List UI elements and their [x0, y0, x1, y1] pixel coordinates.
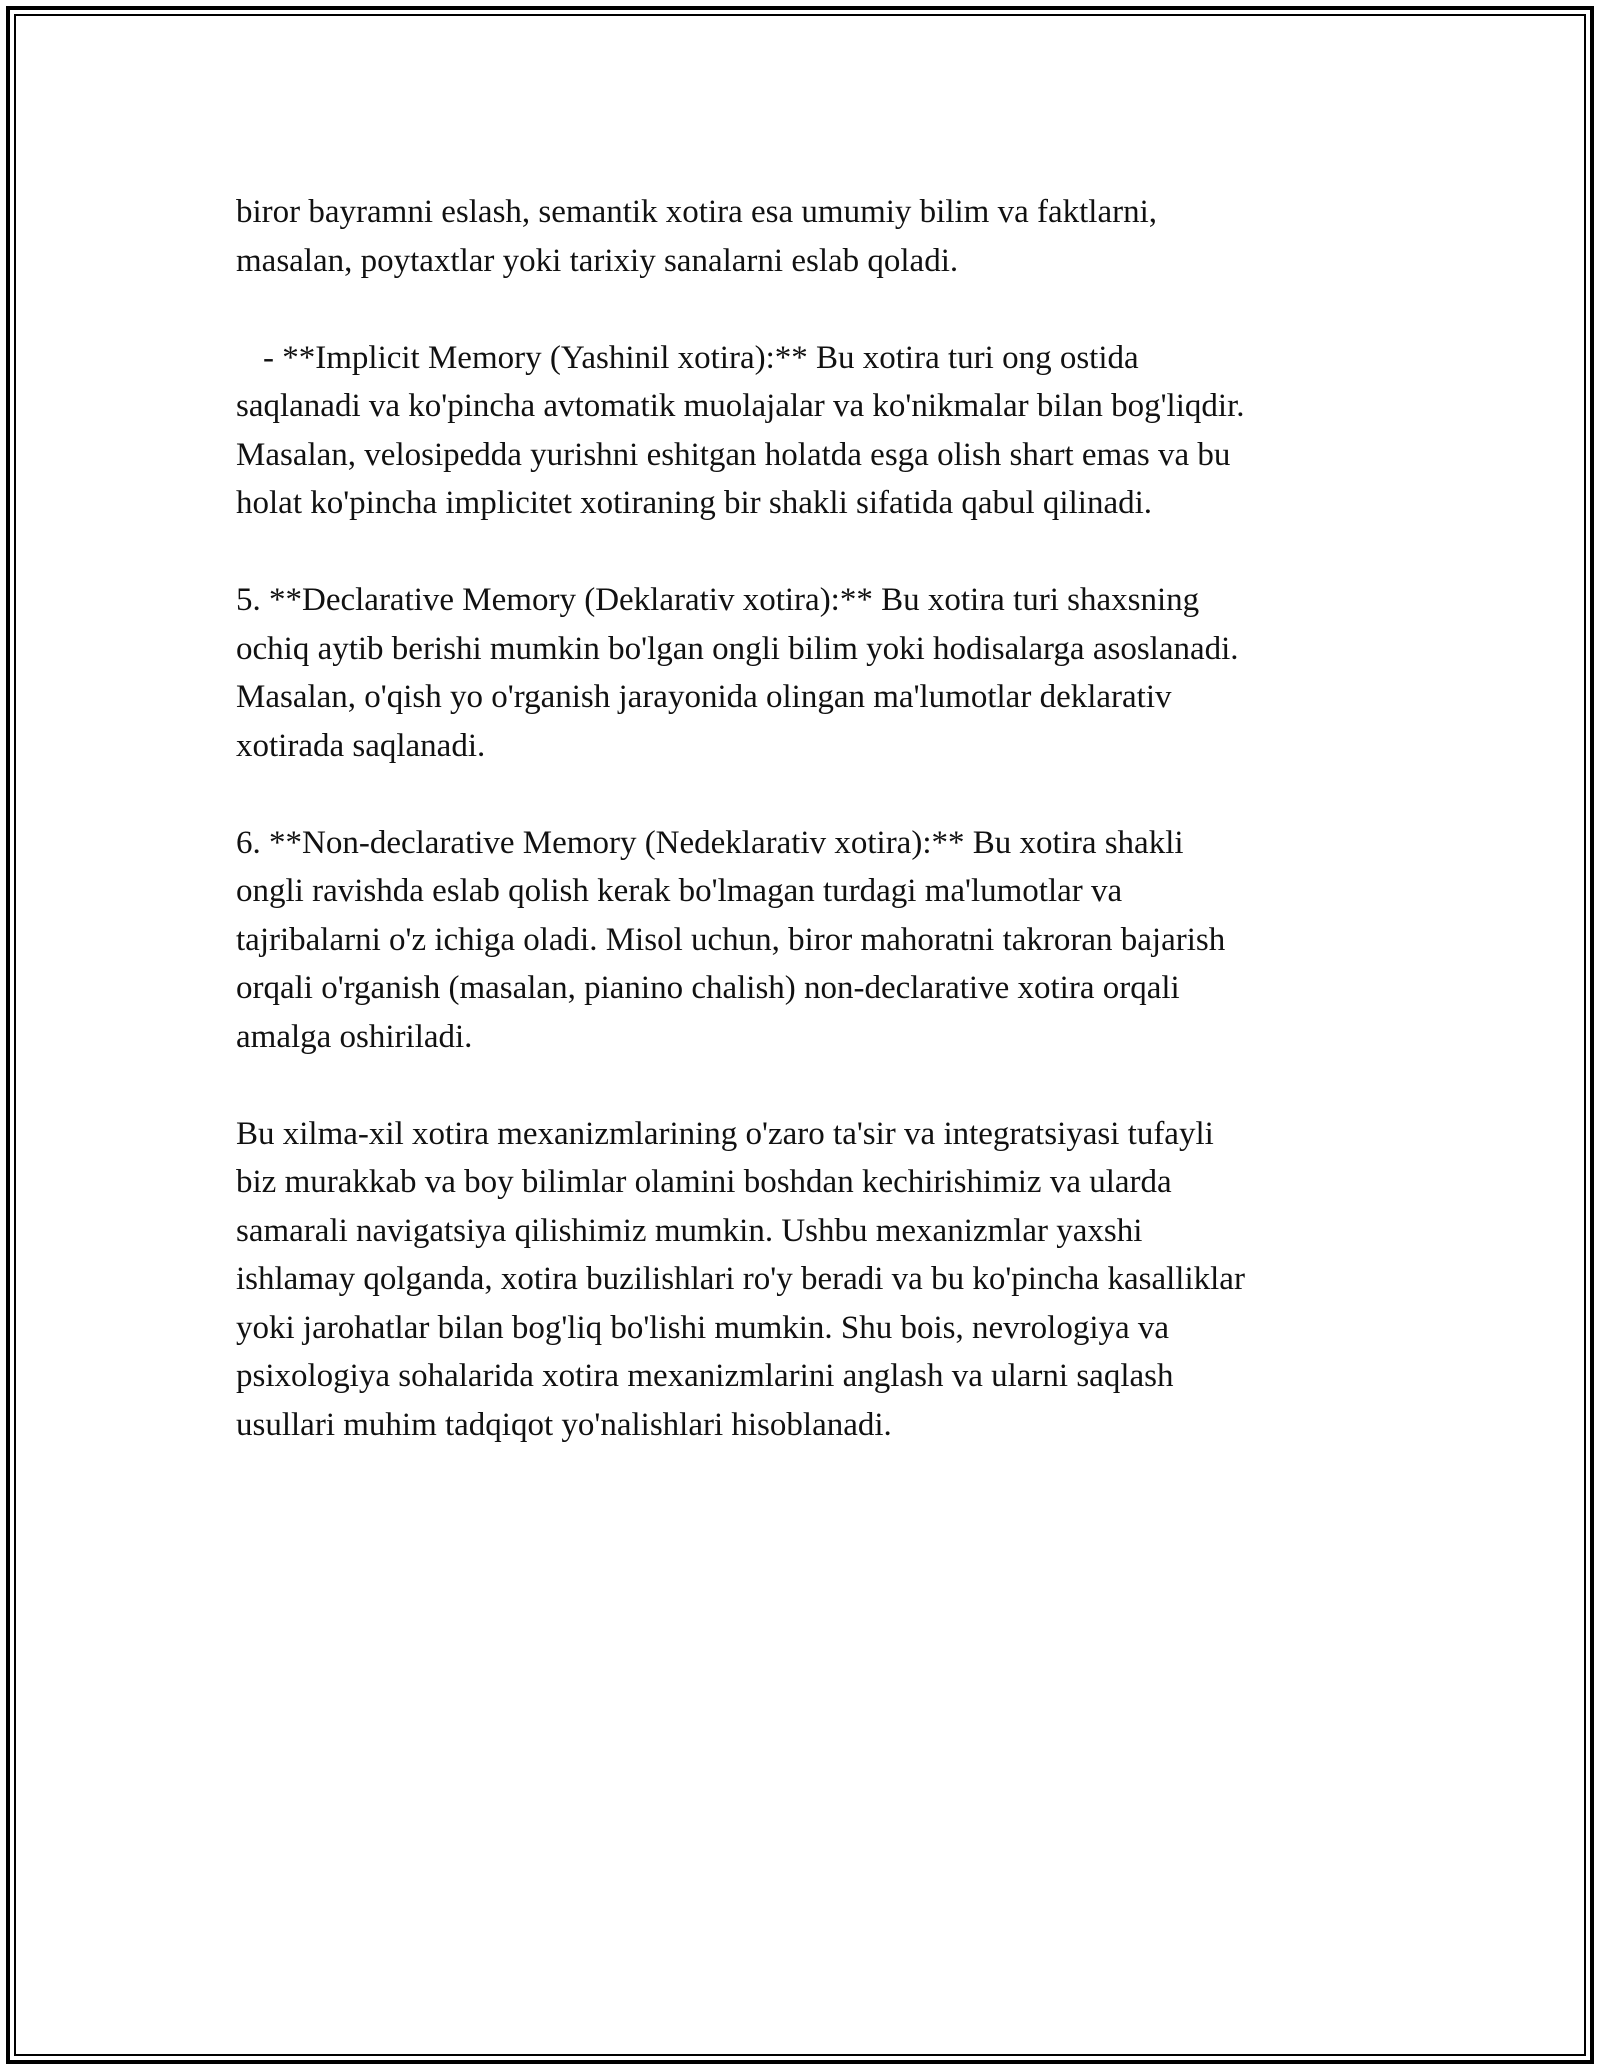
paragraph-continuation: biror bayramni eslash, semantik xotira esa umumiy bilim va faktlarni, masalan, poytaxtlar yoki tarixiy sanalarni eslab qoladi. [236, 194, 1158, 279]
paragraph-non-declarative-memory: 6. **Non-declarative Memory (Nedeklarativ xotira):** Bu xotira shakli ongli ravishda eslab qolish kerak bo'lmagan turdagi ma'lumotlar va tajribalarni o'z ichiga oladi. Misol uchun, biror mahoratni takroran bajarish orqali o'rganish (masalan, pianino chalish) non-declarative xotira orqali amalga oshiriladi. [236, 824, 1226, 1055]
paragraph-declarative-memory: 5. **Declarative Memory (Deklarativ xotira):** Bu xotira turi shaxsning ochiq aytib berishi mumkin bo'lgan ongli bilim yoki hodisalarga asoslanadi. Masalan, o'qish yo o'rganish jarayonida olingan ma'lumotlar deklarativ xotirada saqlanadi. [236, 582, 1239, 764]
paragraph-implicit-memory: - **Implicit Memory (Yashinil xotira):** Bu xotira turi ong ostida saqlanadi va ko'pincha avtomatik muolajalar va ko'nikmalar bilan bog'liqdir. Masalan, velosipedda yurishni eshitgan holatda esga olish shart emas va bu holat ko'pincha implicitet xotiraning bir shakli sifatida qabul qilinadi. [236, 339, 1245, 521]
document-body [236, 188, 1406, 1498]
paragraph-conclusion: Bu xilma-xil xotira mexanizmlarining o'zaro ta'sir va integratsiyasi tufayli biz murakkab va boy bilimlar olamini boshdan kechirishimiz va ularda samarali navigatsiya qilishimiz mumkin. Ushbu mexanizmlar yaxshi ishlamay qolganda, xotira buzilishlari ro'y beradi va bu ko'pincha kasalliklar yoki jarohatlar bilan bog'liq bo'lishi mumkin. Shu bois, nevrologiya va psixologiya sohalarida xotira mexanizmlarini anglash va ularni saqlash usullari muhim tadqiqot yo'nalishlari hisoblanadi. [236, 1115, 1245, 1443]
